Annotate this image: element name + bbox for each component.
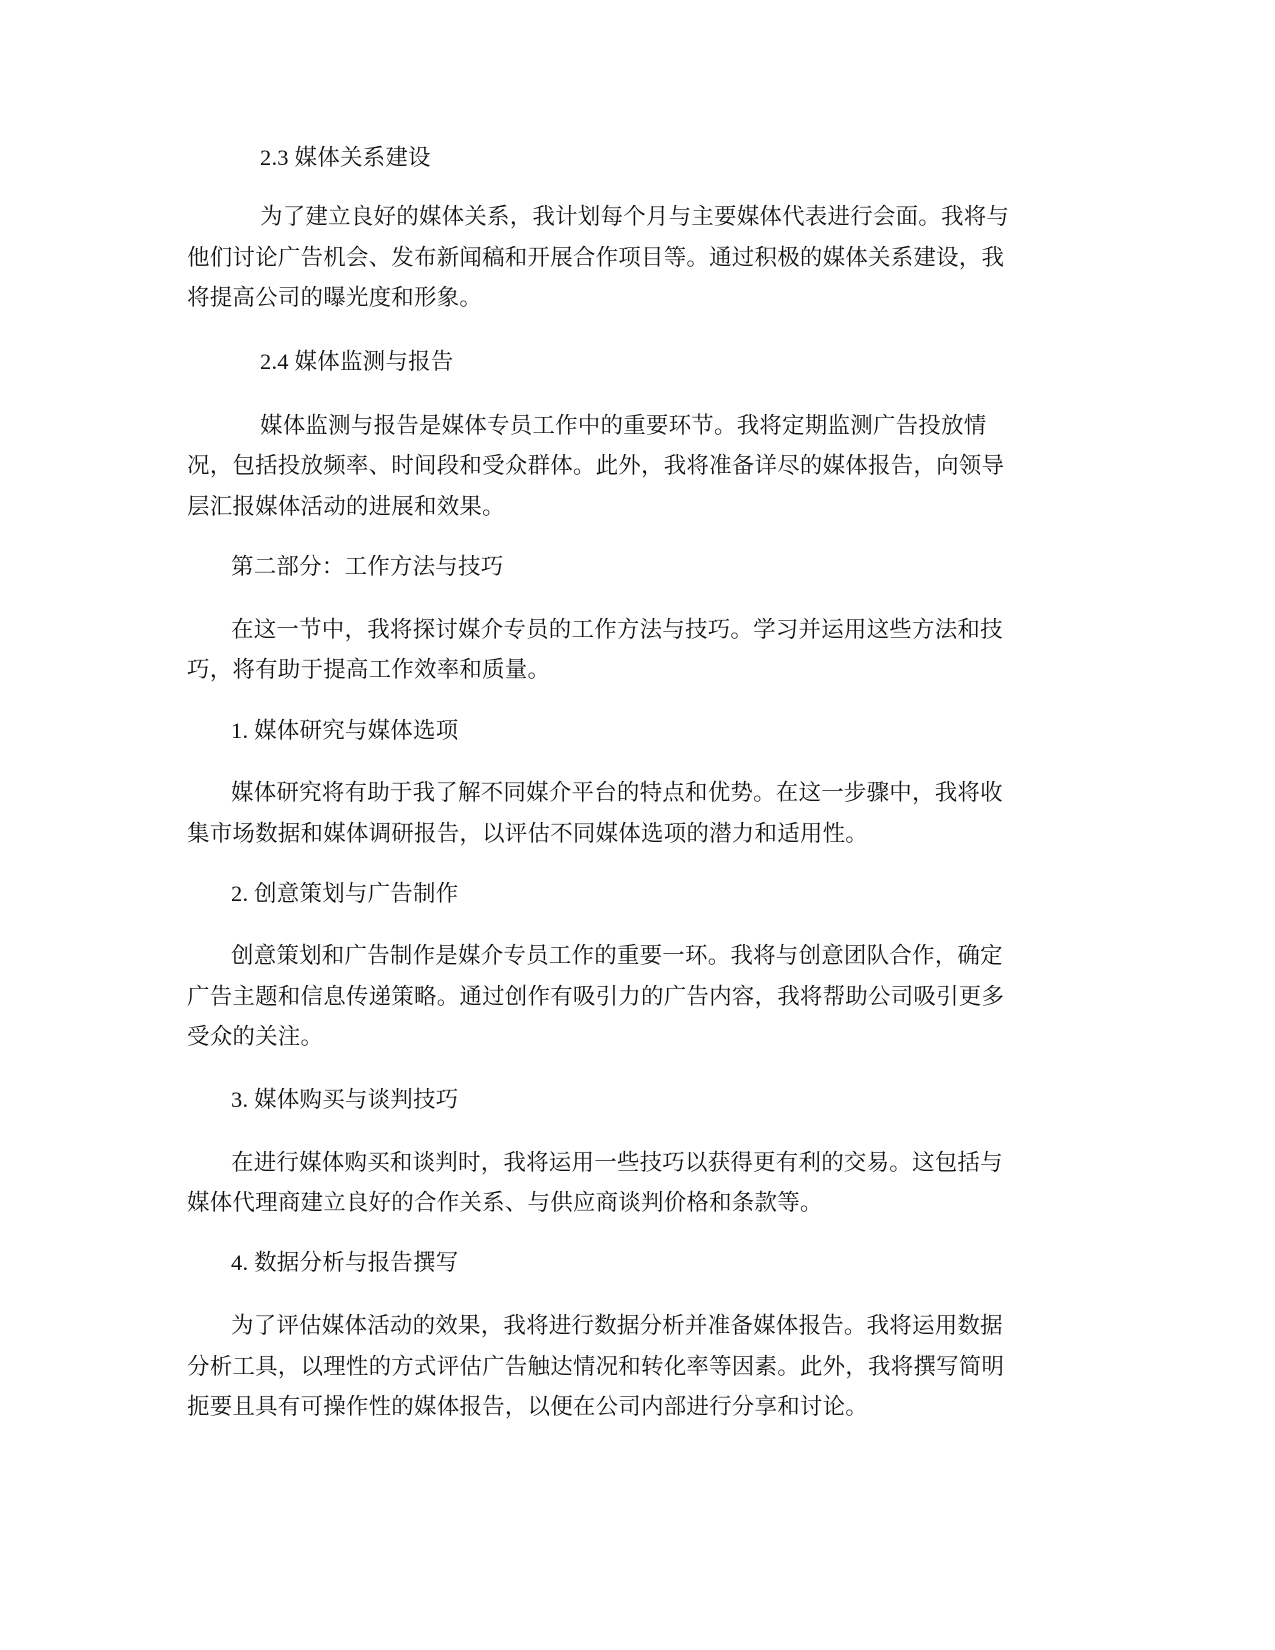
- paragraph-line: 巧，将有助于提高工作效率和质量。: [187, 657, 551, 682]
- paragraph-line: 他们讨论广告机会、发布新闻稿和开展合作项目等。通过积极的媒体关系建设，我: [187, 245, 1005, 270]
- paragraph-line: 创意策划和广告制作是媒介专员工作的重要一环。我将与创意团队合作，确定: [231, 943, 1003, 968]
- paragraph-line: 况，包括投放频率、时间段和受众群体。此外，我将准备详尽的媒体报告，向领导: [187, 453, 1005, 478]
- section-heading: 3. 媒体购买与谈判技巧: [231, 1087, 459, 1112]
- section-heading: 1. 媒体研究与媒体选项: [231, 718, 459, 743]
- paragraph-line: 分析工具，以理性的方式评估广告触达情况和转化率等因素。此外，我将撰写简明: [187, 1354, 1005, 1379]
- section-heading: 第二部分：工作方法与技巧: [231, 554, 504, 579]
- paragraph-line: 层汇报媒体活动的进展和效果。: [187, 494, 505, 519]
- paragraph-line: 将提高公司的曝光度和形象。: [187, 285, 483, 310]
- paragraph-line: 在进行媒体购买和谈判时，我将运用一些技巧以获得更有利的交易。这包括与: [231, 1150, 1003, 1175]
- paragraph-line: 媒体代理商建立良好的合作关系、与供应商谈判价格和条款等。: [187, 1190, 823, 1215]
- paragraph-line: 媒体监测与报告是媒体专员工作中的重要环节。我将定期监测广告投放情: [260, 413, 987, 438]
- paragraph-line: 为了评估媒体活动的效果，我将进行数据分析并准备媒体报告。我将运用数据: [231, 1313, 1003, 1338]
- section-heading: 2. 创意策划与广告制作: [231, 881, 459, 906]
- paragraph-line: 受众的关注。: [187, 1024, 324, 1049]
- section-heading: 2.3 媒体关系建设: [260, 145, 431, 170]
- paragraph-line: 媒体研究将有助于我了解不同媒介平台的特点和优势。在这一步骤中，我将收: [231, 780, 1003, 805]
- section-heading: 2.4 媒体监测与报告: [260, 349, 454, 374]
- paragraph-line: 为了建立良好的媒体关系，我计划每个月与主要媒体代表进行会面。我将与: [260, 204, 1010, 229]
- section-heading: 4. 数据分析与报告撰写: [231, 1250, 459, 1275]
- paragraph-line: 集市场数据和媒体调研报告，以评估不同媒体选项的潜力和适用性。: [187, 821, 869, 846]
- paragraph-line: 扼要且具有可操作性的媒体报告，以便在公司内部进行分享和讨论。: [187, 1394, 869, 1419]
- paragraph-line: 在这一节中，我将探讨媒介专员的工作方法与技巧。学习并运用这些方法和技: [231, 617, 1003, 642]
- paragraph-line: 广告主题和信息传递策略。通过创作有吸引力的广告内容，我将帮助公司吸引更多: [187, 984, 1005, 1009]
